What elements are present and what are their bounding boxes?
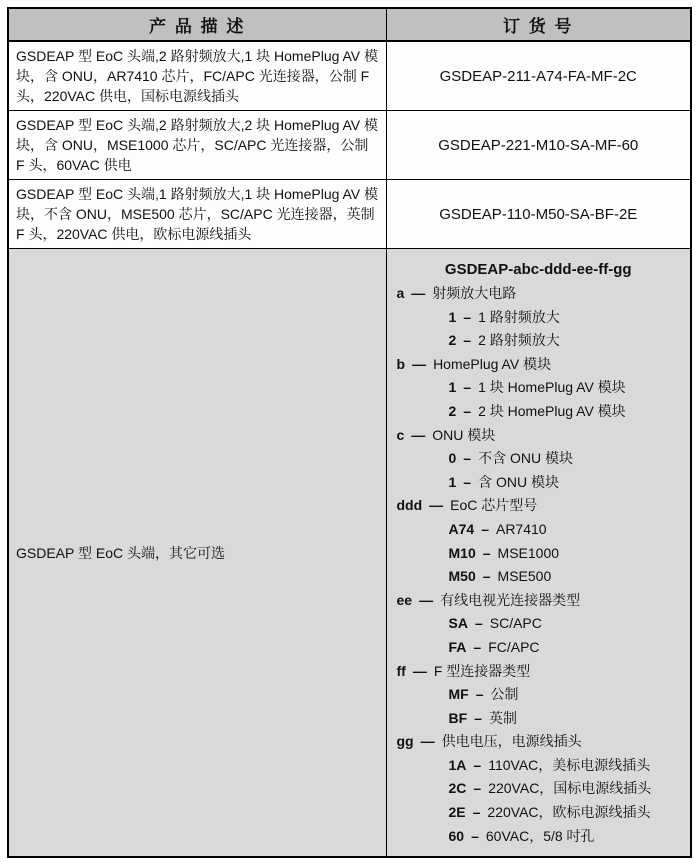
option-separator: –: [474, 615, 483, 632]
option-code: 0: [448, 450, 457, 467]
column-header-product-description: 产 品 描 述: [8, 8, 386, 41]
ordering-code-legend-line: [397, 660, 681, 684]
option-label: 有线电视光连接器类型: [440, 591, 581, 608]
ordering-code-legend-cell: [386, 249, 691, 858]
ordering-code-legend-line: [397, 777, 681, 801]
option-code: MF: [448, 686, 469, 703]
ordering-code-legend-line: [397, 589, 681, 613]
ordering-code-legend-line: [397, 518, 681, 542]
option-separator: —: [419, 591, 434, 608]
option-code: 60: [448, 827, 465, 844]
option-label: 110VAC，美标电源线插头: [488, 756, 651, 773]
option-separator: –: [463, 332, 472, 349]
option-code: gg: [396, 733, 414, 750]
option-code: ff: [396, 662, 406, 679]
option-code: A74: [448, 520, 475, 537]
option-code: 2C: [448, 780, 467, 797]
option-separator: —: [412, 355, 427, 372]
order-number-cell: GSDEAP-211-A74-FA-MF-2C: [386, 41, 691, 111]
ordering-code-legend-line: [397, 447, 681, 471]
ordering-code-legend-line: [397, 329, 681, 353]
table-header: [8, 8, 691, 41]
order-number-cell: GSDEAP-221-M10-SA-MF-60: [386, 111, 691, 180]
options-description-cell: GSDEAP 型 EoC 头端，其它可选: [8, 249, 386, 858]
ordering-code-legend-list: [397, 282, 681, 848]
ordering-code-legend-line: [397, 565, 681, 589]
option-separator: —: [411, 426, 426, 443]
option-label: 含 ONU 模块: [478, 473, 559, 490]
option-separator: –: [473, 756, 482, 773]
option-label: 1 块 HomePlug AV 模块: [478, 379, 626, 396]
option-code: SA: [448, 615, 468, 632]
option-label: 2 路射频放大: [478, 332, 560, 349]
option-code: c: [396, 426, 405, 443]
option-code: 2: [448, 332, 457, 349]
option-code: M10: [448, 544, 476, 561]
option-label: MSE500: [497, 568, 552, 585]
option-separator: —: [429, 497, 444, 514]
option-code: FA: [448, 638, 467, 655]
ordering-code-legend-line: [397, 542, 681, 566]
ordering-code-legend-line: [397, 707, 681, 731]
option-code: 1: [448, 308, 457, 325]
option-code: ee: [396, 591, 413, 608]
option-code: b: [396, 355, 406, 372]
option-code: BF: [448, 709, 468, 726]
ordering-code-legend-line: [397, 801, 681, 825]
option-separator: –: [475, 686, 484, 703]
ordering-code-legend-line: [397, 282, 681, 306]
option-label: ONU 模块: [432, 426, 496, 443]
ordering-code-legend-line: [397, 471, 681, 495]
ordering-code-legend-line: [397, 683, 681, 707]
option-separator: —: [411, 285, 426, 301]
product-description-cell: GSDEAP 型 EoC 头端,2 路射频放大,1 块 HomePlug AV 模块，含 ONU，AR7410 芯片，FC/APC 光连接器，公制 F 头，220VAC 供电，国标电源线插头: [8, 41, 386, 111]
option-label: HomePlug AV 模块: [433, 355, 552, 372]
ordering-code-legend-line: [397, 376, 681, 400]
option-label: AR7410: [495, 520, 547, 537]
table-row: [8, 111, 691, 180]
ordering-code-legend-line: [397, 825, 681, 849]
ordering-code-legend-line: [397, 400, 681, 424]
option-separator: –: [473, 638, 482, 655]
option-separator: –: [463, 473, 472, 490]
option-code: 1: [448, 379, 457, 396]
table-row: [8, 180, 691, 249]
option-label: 220VAC，国标电源线插头: [488, 780, 652, 797]
ordering-code-legend-line: [397, 754, 681, 778]
option-separator: –: [463, 308, 472, 325]
option-separator: –: [481, 520, 489, 537]
option-label: FC/APC: [488, 638, 540, 655]
option-label: 220VAC，欧标电源线插头: [487, 804, 651, 821]
option-separator: –: [472, 804, 481, 821]
option-code: 2E: [448, 804, 466, 821]
option-separator: –: [473, 780, 482, 797]
order-number-cell: GSDEAP-110-M50-SA-BF-2E: [386, 180, 691, 249]
ordering-code-legend-line: [397, 424, 681, 448]
ordering-code-legend-line: [397, 612, 681, 636]
option-separator: –: [463, 450, 472, 467]
option-code: M50: [448, 568, 476, 585]
column-header-order-number: 订 货 号: [386, 8, 691, 41]
option-separator: –: [471, 827, 479, 844]
option-code: 1A: [448, 756, 467, 773]
option-label: SC/APC: [489, 615, 542, 632]
option-separator: —: [412, 662, 427, 679]
product-description-cell: GSDEAP 型 EoC 头端,2 路射频放大,2 块 HomePlug AV 模块，含 ONU，MSE1000 芯片，SC/APC 光连接器，公制 F 头，60VAC 供电: [8, 111, 386, 180]
option-label: 2 块 HomePlug AV 模块: [478, 402, 626, 419]
product-order-table: [7, 7, 692, 858]
product-description-cell: GSDEAP 型 EoC 头端,1 路射频放大,1 块 HomePlug AV 模块，不含 ONU，MSE500 芯片，SC/APC 光连接器，英制 F 头，220VAC 供电，欧标电源线插头: [8, 180, 386, 249]
option-code: 1: [448, 473, 457, 490]
ordering-code-legend-line: [397, 730, 681, 754]
option-separator: —: [420, 733, 435, 750]
option-label: 不含 ONU 模块: [478, 450, 573, 467]
option-code: ddd: [396, 497, 423, 514]
option-label: 射频放大电路: [432, 285, 517, 301]
option-label: MSE1000: [497, 544, 560, 561]
option-label: F 型连接器类型: [433, 662, 531, 679]
ordering-code-legend-line: [397, 494, 681, 518]
option-separator: –: [463, 379, 472, 396]
ordering-code-legend-line: [397, 353, 681, 377]
ordering-code-legend-line: [397, 306, 681, 330]
header-row: [8, 8, 691, 41]
option-code: a: [396, 285, 405, 301]
option-label: 供电电压，电源线插头: [441, 733, 582, 750]
options-row: [8, 249, 691, 858]
option-separator: –: [482, 568, 491, 585]
option-code: 2: [448, 402, 457, 419]
option-separator: –: [482, 544, 491, 561]
option-separator: –: [463, 402, 472, 419]
ordering-code-legend-line: [397, 636, 681, 660]
ordering-code-title: GSDEAP-abc-ddd-ee-ff-gg: [444, 261, 632, 278]
option-label: 60VAC，5/8 吋孔: [485, 827, 595, 844]
option-separator: –: [474, 709, 482, 726]
option-label: 1 路射频放大: [478, 308, 560, 325]
option-label: 英制: [488, 709, 517, 726]
option-label: 公制: [490, 686, 519, 703]
option-label: EoC 芯片型号: [450, 497, 538, 514]
table-row: [8, 41, 691, 111]
